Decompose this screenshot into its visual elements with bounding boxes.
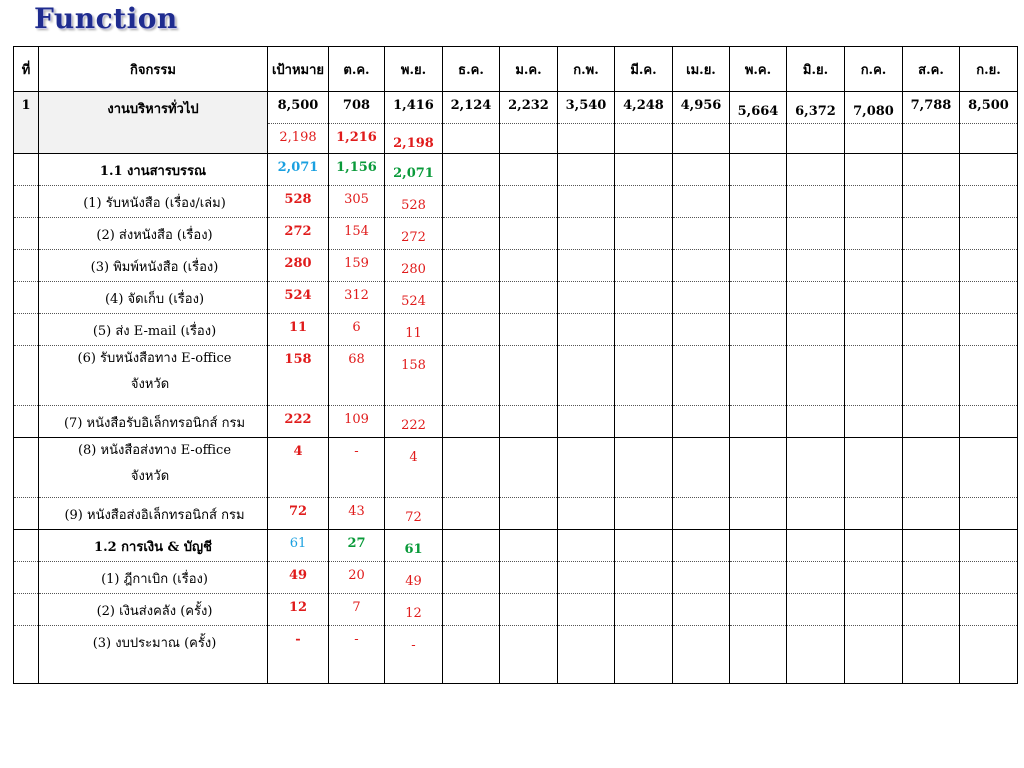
- oct-cell: 7: [329, 594, 385, 626]
- oct-cell: 27: [329, 530, 385, 562]
- month-cell: 3,540: [558, 92, 615, 124]
- oct-cell: -: [329, 438, 385, 498]
- month-cell: 2,232: [500, 92, 558, 124]
- target-cell: 12: [268, 594, 329, 626]
- nov-cell: 4: [385, 438, 443, 498]
- target-cell: 158: [268, 346, 329, 406]
- header-jun: มิ.ย.: [787, 47, 845, 92]
- month-cell: 6,372: [787, 92, 845, 124]
- nov-cell: 222: [385, 406, 443, 438]
- month-cell: 8,500: [960, 92, 1018, 124]
- oct-cell: 159: [329, 250, 385, 282]
- oct-cell: 6: [329, 314, 385, 346]
- target-cell: 4: [268, 438, 329, 498]
- target-cell: 222: [268, 406, 329, 438]
- header-jul: ก.ค.: [845, 47, 903, 92]
- actual-nov-cell: 2,198: [385, 124, 443, 154]
- month-cell: 7,788: [903, 92, 960, 124]
- table-row: [14, 186, 1018, 218]
- target-cell: 2,071: [268, 154, 329, 186]
- oct-cell: 154: [329, 218, 385, 250]
- nov-cell: 2,071: [385, 154, 443, 186]
- header-mar: มี.ค.: [615, 47, 673, 92]
- section-label: 1.2 การเงิน & บัญชี: [39, 530, 268, 562]
- activity-table: [13, 46, 1018, 684]
- target-cell: 524: [268, 282, 329, 314]
- target-cell: 49: [268, 562, 329, 594]
- header-activity: กิจกรรม: [39, 47, 268, 92]
- item-label: (8) หนังสือส่งทาง E-office จังหวัด: [39, 438, 268, 498]
- header-no: ที่: [14, 47, 39, 92]
- target-cell: -: [268, 626, 329, 684]
- table-row: [14, 594, 1018, 626]
- item-label: (6) รับหนังสือทาง E-office จังหวัด: [39, 346, 268, 406]
- item-label: (5) ส่ง E-mail (เรื่อง): [92, 324, 217, 339]
- header-apr: เม.ย.: [673, 47, 730, 92]
- nov-cell: 11: [385, 314, 443, 346]
- target-cell: 72: [268, 498, 329, 530]
- table-row: [14, 92, 1018, 124]
- header-dec: ธ.ค.: [443, 47, 500, 92]
- nov-cell: 524: [385, 282, 443, 314]
- header-feb: ก.พ.: [558, 47, 615, 92]
- nov-cell: 528: [385, 186, 443, 218]
- target-cell: 11: [268, 314, 329, 346]
- table-row: [14, 282, 1018, 314]
- row-number: 1: [14, 92, 39, 154]
- oct-cell: 1,156: [329, 154, 385, 186]
- item-label: (7) หนังสือรับอิเล็กทรอนิกส์ กรม: [63, 416, 246, 431]
- page-title: Function: [34, 2, 178, 35]
- month-cell: 1,416: [385, 92, 443, 124]
- table-row: [14, 438, 1018, 498]
- activity-label: งานบริหารทั่วไป: [39, 92, 268, 154]
- month-cell: 708: [329, 92, 385, 124]
- nov-cell: 49: [385, 562, 443, 594]
- table-row: [14, 218, 1018, 250]
- header-may: พ.ค.: [730, 47, 787, 92]
- nov-cell: 272: [385, 218, 443, 250]
- nov-cell: 61: [385, 530, 443, 562]
- nov-cell: -: [385, 626, 443, 684]
- table-row: [14, 406, 1018, 438]
- item-label: (4) จัดเก็บ (เรื่อง): [104, 292, 205, 307]
- month-cell: 5,664: [730, 92, 787, 124]
- header-jan: ม.ค.: [500, 47, 558, 92]
- oct-cell: 109: [329, 406, 385, 438]
- table-row: [14, 154, 1018, 186]
- month-cell: 4,248: [615, 92, 673, 124]
- nov-cell: 72: [385, 498, 443, 530]
- target-cell: 8,500: [268, 92, 329, 124]
- oct-cell: 43: [329, 498, 385, 530]
- header-row: [14, 47, 1018, 92]
- item-label: (2) เงินส่งคลัง (ครั้ง): [96, 604, 213, 619]
- table-row: [14, 562, 1018, 594]
- item-label: (9) หนังสือส่งอิเล็กทรอนิกส์ กรม: [64, 508, 245, 523]
- header-target: เป้าหมาย: [268, 47, 329, 92]
- header-sep: ก.ย.: [960, 47, 1018, 92]
- table-row: [14, 250, 1018, 282]
- section-label: 1.1 งานสารบรรณ: [39, 154, 268, 186]
- nov-cell: 280: [385, 250, 443, 282]
- header-aug: ส.ค.: [903, 47, 960, 92]
- table-row: [14, 314, 1018, 346]
- table-row: [14, 346, 1018, 406]
- oct-cell: -: [329, 626, 385, 684]
- table-row: [14, 498, 1018, 530]
- target-cell: 61: [268, 530, 329, 562]
- oct-cell: 312: [329, 282, 385, 314]
- item-label: (1) ฎีกาเบิก (เรื่อง): [101, 572, 208, 587]
- header-nov: พ.ย.: [385, 47, 443, 92]
- target-cell: 528: [268, 186, 329, 218]
- month-cell: 2,124: [443, 92, 500, 124]
- target-cell: 272: [268, 218, 329, 250]
- item-label: (2) ส่งหนังสือ (เรื่อง): [96, 228, 213, 243]
- actual-oct-cell: 1,216: [329, 124, 385, 154]
- nov-cell: 12: [385, 594, 443, 626]
- item-label: (3) พิมพ์หนังสือ (เรื่อง): [90, 260, 219, 275]
- target-cell: 280: [268, 250, 329, 282]
- oct-cell: 68: [329, 346, 385, 406]
- month-cell: 4,956: [673, 92, 730, 124]
- item-label: (3) งบประมาณ (ครั้ง): [92, 636, 217, 651]
- item-label: (1) รับหนังสือ (เรื่อง/เล่ม): [83, 196, 226, 211]
- table-row: [14, 530, 1018, 562]
- oct-cell: 20: [329, 562, 385, 594]
- oct-cell: 305: [329, 186, 385, 218]
- month-cell: 7,080: [845, 92, 903, 124]
- actual-target-cell: 2,198: [268, 124, 329, 154]
- nov-cell: 158: [385, 346, 443, 406]
- header-oct: ต.ค.: [329, 47, 385, 92]
- table-row: [14, 626, 1018, 684]
